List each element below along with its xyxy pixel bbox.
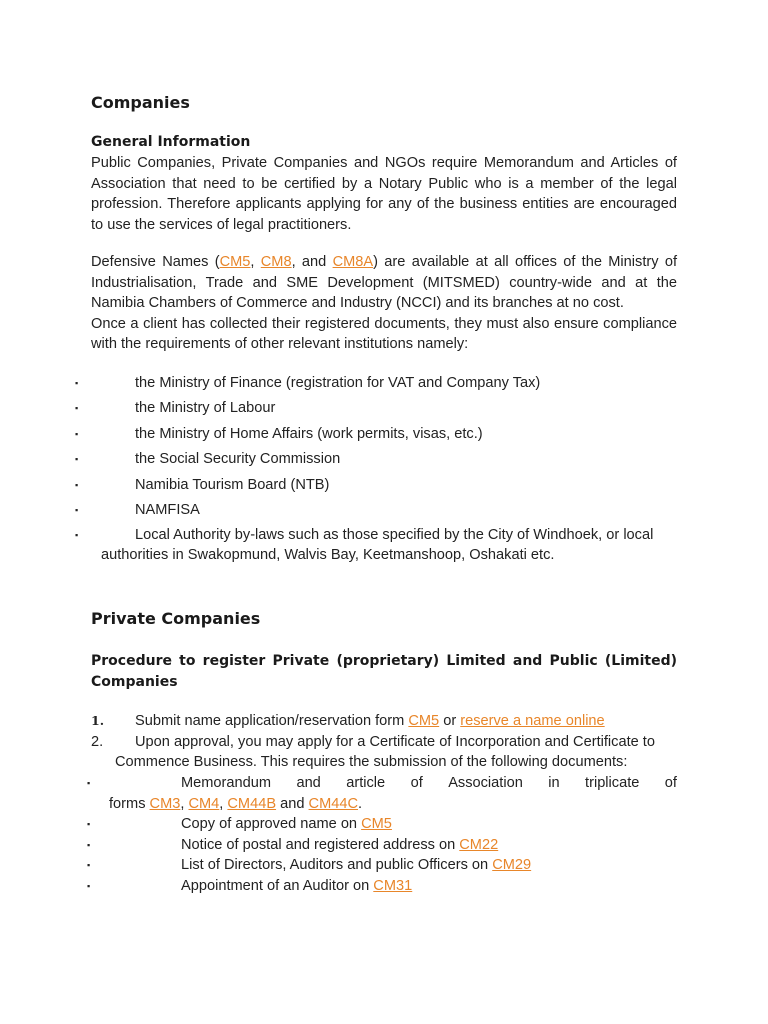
bullet-icon: ▪ [75,479,79,490]
list-item [75,396,609,421]
word: of [664,775,677,791]
word: and [296,775,321,791]
bullet-icon: ▪ [75,530,79,541]
list-item [75,523,654,564]
bullet-icon: ▪ [75,428,79,439]
doc-3-text: Notice of postal and registered address on [181,836,460,853]
word: in [548,775,560,791]
link-cm5-approved[interactable]: CM5 [361,816,392,833]
comma: , [219,795,228,812]
word: article [346,775,386,791]
word: Memorandum [181,775,272,791]
link-cm3[interactable]: CM3 [149,795,181,812]
paragraph-defensive-names [91,252,677,355]
list-item-text: the Ministry of Finance (registration for VAT and Company Tax) [135,375,541,391]
link-cm5[interactable]: CM5 [219,254,251,270]
link-cm5-step[interactable]: CM5 [408,713,440,729]
bullet-icon: ▪ [87,839,91,850]
forms-prefix: forms [109,795,150,812]
bullet-icon: ▪ [87,778,91,788]
step-1-or: or [439,713,461,729]
link-cm8[interactable]: CM8 [260,254,292,270]
link-cm31[interactable]: CM31 [373,877,413,894]
document-item [87,773,677,814]
required-documents-list [87,773,677,897]
bullet-icon: ▪ [75,403,79,414]
list-item-continuation: authorities in Swakopmund, Walvis Bay, Keetmanshoop, Oshakati etc. [101,547,555,564]
list-item-text: Local Authority by-laws such as those specified by the City of Windhoek, or local [135,527,654,544]
document-item-continuation [109,796,362,812]
separator-and: , and [291,254,333,270]
step-1-text: Submit name application/reservation form [135,713,409,729]
separator: , [250,254,261,270]
defensive-names-suffix: ) are available at all offices of the Ministry of Industrialisation, Trade and SME Development (MITSMED) country-wide and at the Namibia Chambers of Commerce and Industry (NCCI) and its branches at no cost. [91,254,678,312]
page-title: Companies [91,93,190,112]
step-text [135,713,605,729]
list-item [75,371,609,396]
bullet-icon: ▪ [87,880,91,891]
institutions-list [75,371,654,564]
step-2 [91,732,655,773]
procedure-heading: Procedure to register Private (proprietary) Limited and Public (Limited) Companies [91,653,677,690]
list-item [75,447,609,472]
link-cm22[interactable]: CM22 [459,836,499,853]
bullet-icon: ▪ [75,454,79,465]
doc-2-text: Copy of approved name on [181,816,362,833]
list-item [75,498,609,523]
list-item-text: the Social Security Commission [135,451,341,468]
document-item [87,876,677,897]
word: Association [448,775,523,791]
link-cm8a[interactable]: CM8A [332,254,374,270]
link-reserve-name-online[interactable]: reserve a name online [460,713,605,729]
list-item [75,473,609,498]
paragraph-notary: Public Companies, Private Companies and NGOs require Memorandum and Articles of Association that need to be certified by a Notary Public who is a member of the legal profession. Therefore applicants applying for any of the business entities are encouraged to use the services of legal practitioners. [91,155,677,233]
link-cm29[interactable]: CM29 [492,857,532,874]
link-cm44b[interactable]: CM44B [227,795,277,812]
list-item [75,422,609,447]
step-2-continuation: Commence Business. This requires the submission of the following documents: [115,754,628,771]
document-item-text [181,878,412,894]
paragraph-compliance: Once a client has collected their registered documents, they must also ensure compliance with the requirements of other relevant institutions namely: [91,315,677,353]
defensive-names-prefix: Defensive Names ( [91,254,220,270]
and: and [276,795,309,812]
word: of [410,775,423,791]
comma: , [180,795,189,812]
link-cm44c[interactable]: CM44C [308,795,358,812]
general-information-heading: General Information [91,134,251,150]
link-cm4[interactable]: CM4 [188,795,220,812]
document-item-text [91,773,677,794]
period: . [358,795,363,812]
step-1 [91,711,611,732]
doc-5-text: Appointment of an Auditor on [181,877,374,894]
document-item [87,835,677,856]
bullet-icon: ▪ [75,378,79,388]
document-item-text [181,857,531,873]
bullet-icon: ▪ [87,860,91,871]
bullet-icon: ▪ [87,819,91,830]
doc-4-text: List of Directors, Auditors and public Officers on [181,857,493,874]
list-item-text: the Ministry of Labour [135,400,276,417]
procedure-steps [91,711,655,773]
document-item [87,814,677,835]
document-item [87,855,677,876]
step-number: 1. [91,713,105,728]
list-item-text: NAMFISA [135,502,200,519]
list-item-text: the Ministry of Home Affairs (work permits, visas, etc.) [135,425,483,442]
list-item-text: Namibia Tourism Board (NTB) [135,476,330,493]
document-item-text [181,837,498,853]
private-companies-heading: Private Companies [91,609,261,628]
bullet-icon: ▪ [75,505,79,516]
word: triplicate [585,775,640,791]
step-number: 2. [91,733,104,750]
document-item-text [181,816,392,832]
step-2-text: Upon approval, you may apply for a Certificate of Incorporation and Certificate to [135,733,655,750]
